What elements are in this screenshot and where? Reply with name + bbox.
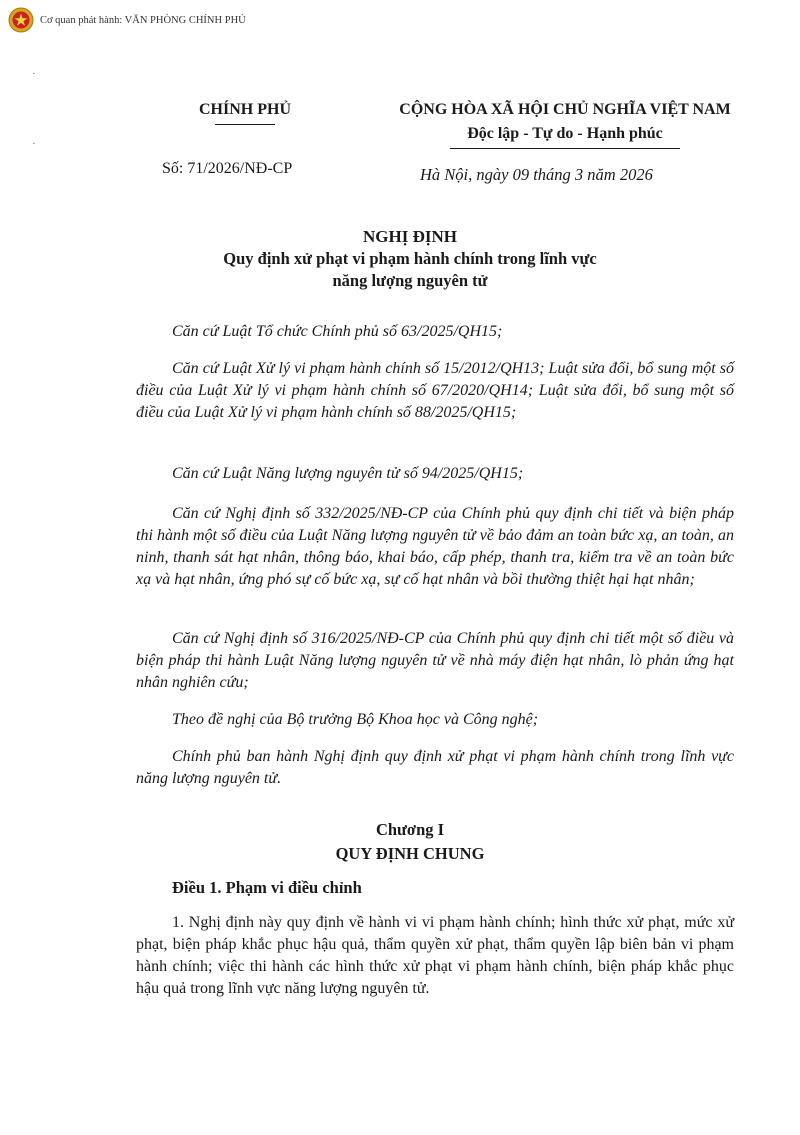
preamble-paragraph: Căn cứ Nghị định số 316/2025/NĐ-CP của Chính phủ quy định chi tiết một số điều và biện pháp thi hành Luật Năng lượng nguyên tử về nhà máy điện hạt nhân, lò phản ứng hạt nhân nghiên cứu; xyxy=(136,630,734,691)
motto: Độc lập - Tự do - Hạnh phúc xyxy=(467,125,663,142)
agency-underline xyxy=(215,124,275,125)
article-clause: 1. Nghị định này quy định về hành vi vi phạm hành chính; hình thức xử phạt, mức xử phạt, biện pháp khắc phục hậu quả, thẩm quyền xử phạt, thẩm quyền lập biên bản vi phạm hành chính; việc thi hành các hình thức xử phạt vi phạm hành chính, biện pháp khắc phục hậu quả trong lĩnh vực năng lượng nguyên tử. xyxy=(136,914,734,997)
issuer-bar xyxy=(8,7,246,33)
chapter-number: Chương I xyxy=(375,820,445,839)
preamble-paragraph: Căn cứ Luật Năng lượng nguyên tử số 94/2025/QH15; xyxy=(172,465,524,482)
chapter-heading xyxy=(100,818,720,866)
preamble-paragraph: Chính phủ ban hành Nghị định quy định xử phạt vi phạm hành chính trong lĩnh vực năng lượng nguyên tử. xyxy=(136,748,734,787)
preamble-paragraph: Căn cứ Nghị định số 332/2025/NĐ-CP của Chính phủ quy định chi tiết và biện pháp thi hành một số điều của Luật Năng lượng nguyên tử về bảo đảm an toàn bức xạ, an toàn, an ninh, thanh sát hạt nhân, thông báo, khai báo, cấp phép, thanh tra, kiểm tra về an toàn bức xạ và hạt nhân, ứng phó sự cố bức xạ, sự cố hạt nhân và bồi thường thiệt hại hạt nhân; xyxy=(136,505,734,588)
national-emblem-icon xyxy=(8,7,34,33)
preamble-paragraph: Căn cứ Luật Xử lý vi phạm hành chính số 15/2012/QH13; Luật sửa đổi, bổ sung một số điều của Luật Xử lý vi phạm hành chính số 67/2020/QH14; Luật sửa đổi, bổ sung một số điều của Luật Xử lý vi phạm hành chính số 88/2025/QH15; xyxy=(136,360,734,421)
agency-name: CHÍNH PHỦ xyxy=(199,101,291,118)
motto-underline xyxy=(450,148,680,149)
chapter-name: QUY ĐỊNH CHUNG xyxy=(335,844,485,863)
issuer-text: Cơ quan phát hành: VĂN PHÒNG CHÍNH PHỦ xyxy=(40,14,246,26)
national-block xyxy=(360,98,770,149)
preamble-paragraph: Căn cứ Luật Tổ chức Chính phủ số 63/2025/QH15; xyxy=(172,323,503,340)
agency-block xyxy=(140,98,350,125)
document-title xyxy=(100,225,720,292)
scan-mark: · xyxy=(32,68,36,80)
article-heading: Điều 1. Phạm vi điều chỉnh xyxy=(172,878,362,897)
subject-line: năng lượng nguyên tử xyxy=(332,271,488,290)
subject-line: Quy định xử phạt vi phạm hành chính trong lĩnh vực xyxy=(223,249,597,268)
doc-type: NGHỊ ĐỊNH xyxy=(363,227,457,246)
place-date: Hà Nội, ngày 09 tháng 3 năm 2026 xyxy=(420,165,653,184)
document-number: Số: 71/2026/NĐ-CP xyxy=(162,160,293,177)
national-title: CỘNG HÒA XÃ HỘI CHỦ NGHĨA VIỆT NAM xyxy=(399,101,731,118)
scan-mark: · xyxy=(32,138,36,150)
preamble-paragraph: Theo đề nghị của Bộ trưởng Bộ Khoa học và Công nghệ; xyxy=(172,711,539,728)
